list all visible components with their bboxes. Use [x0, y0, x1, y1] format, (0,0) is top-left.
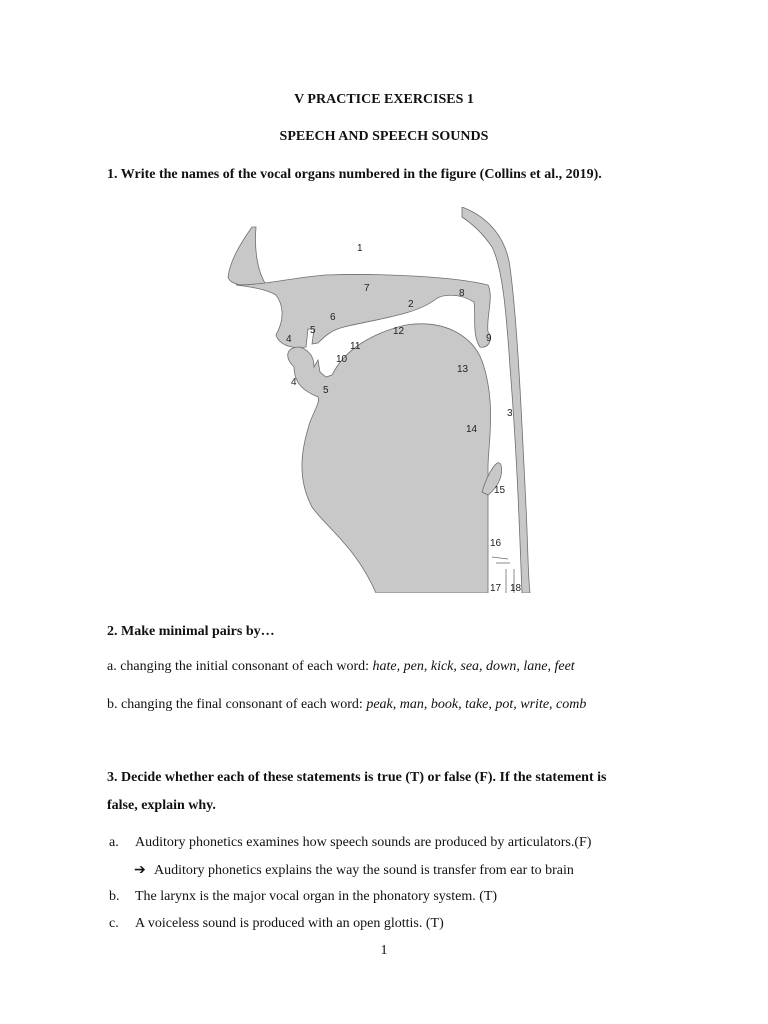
list-item-arrow	[134, 862, 574, 879]
question-2a-words: hate, pen, kick, sea, down, lane, feet	[372, 659, 575, 674]
label-16: 16	[490, 538, 502, 549]
page-subtitle: SPEECH AND SPEECH SOUNDS	[279, 129, 489, 144]
question-2b-prefix: b. changing the final consonant of each word:	[107, 697, 367, 712]
label-18: 18	[510, 583, 522, 593]
vocal-tract-figure	[226, 207, 532, 593]
list-item-text: A voiceless sound is produced with an open glottis. (T)	[135, 916, 444, 931]
arrow-icon: ➔	[134, 863, 146, 878]
question-1: 1. Write the names of the vocal organs numbered in the figure (Collins et al., 2019).	[107, 167, 602, 182]
label-13: 13	[457, 364, 469, 375]
label-7: 7	[364, 283, 370, 294]
list-item-text: Auditory phonetics explains the way the sound is transfer from ear to brain	[154, 863, 574, 878]
label-6: 6	[330, 312, 336, 323]
label-10: 10	[336, 354, 348, 365]
label-2: 2	[408, 299, 414, 310]
list-item-b	[109, 889, 497, 905]
question-2a	[107, 659, 575, 675]
list-marker: b.	[109, 889, 120, 904]
list-item-c	[109, 916, 444, 932]
question-3-line-1: 3. Decide whether each of these statements is true (T) or false (F). If the statement is	[107, 770, 607, 785]
question-2b-words: peak, man, book, take, pot, write, comb	[366, 697, 587, 712]
list-marker: c.	[109, 916, 119, 931]
question-2a-prefix: a. changing the initial consonant of each word:	[107, 659, 373, 674]
label-1: 1	[357, 243, 363, 254]
question-2: 2. Make minimal pairs by…	[107, 624, 275, 639]
label-15: 15	[494, 485, 506, 496]
label-11: 11	[350, 341, 361, 352]
label-12: 12	[393, 326, 405, 337]
label-9: 9	[486, 333, 492, 344]
list-item-a	[109, 835, 591, 851]
label-8: 8	[459, 288, 465, 299]
page-title: V PRACTICE EXERCISES 1	[294, 92, 474, 107]
question-3-line-2: false, explain why.	[107, 798, 216, 813]
label-3: 3	[507, 408, 513, 419]
list-marker: a.	[109, 835, 119, 850]
nose-shape	[228, 227, 266, 286]
list-item-text: The larynx is the major vocal organ in the phonatory system. (T)	[135, 889, 498, 904]
page-number: 1	[380, 943, 388, 958]
label-4-lower: 4	[291, 377, 297, 388]
label-14: 14	[466, 424, 478, 435]
label-5: 5	[310, 325, 316, 336]
question-2b	[107, 697, 586, 713]
list-item-text: Auditory phonetics examines how speech sounds are produced by articulators.(F)	[135, 835, 592, 850]
label-17: 17	[490, 583, 502, 593]
label-5-lower: 5	[323, 385, 329, 396]
label-4: 4	[286, 334, 292, 345]
